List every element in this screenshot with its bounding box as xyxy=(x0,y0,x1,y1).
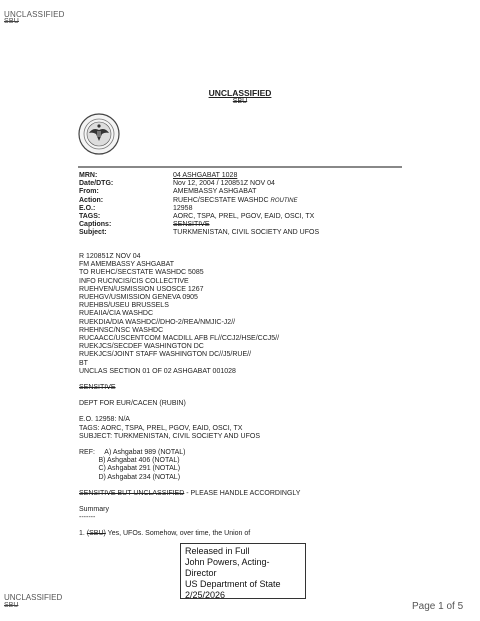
meta-value: 12958 xyxy=(173,204,193,212)
meta-row-action xyxy=(79,197,409,205)
release-line: Released in Full xyxy=(185,546,250,556)
release-line: US Department of State xyxy=(185,579,281,589)
tags-line: TAGS: AORC, TSPA, PREL, PGOV, EAID, OSCI, TX xyxy=(79,424,243,432)
meta-value: AMEMBASSY ASHGABAT xyxy=(173,188,257,196)
meta-value: TURKMENISTAN, CIVIL SOCIETY AND UFOS xyxy=(173,229,320,237)
routing-line: RUEKJCS/SECDEF WASHINGTON DC xyxy=(79,343,204,351)
references-block xyxy=(79,449,409,482)
routing-line: TO RUEHC/SECSTATE WASHDC 5085 xyxy=(79,269,204,277)
top-sbu-struck-text: SBU xyxy=(4,18,19,25)
routing-line: UNCLAS SECTION 01 OF 02 ASHGABAT 001028 xyxy=(79,367,236,375)
summary-underline: ------- xyxy=(79,514,96,522)
meta-key: Date/DTG: xyxy=(79,180,114,188)
meta-key: E.O.: xyxy=(79,204,96,212)
handling-text: - PLEASE HANDLE ACCORDINGLY xyxy=(184,489,301,497)
meta-row-eo xyxy=(79,205,409,213)
header-classification xyxy=(0,88,480,105)
eo-line: E.O. 12958: N/A xyxy=(79,416,130,424)
meta-precedence: ROUTINE xyxy=(270,197,298,204)
routing-block xyxy=(79,253,409,376)
release-line: John Powers, Acting-Director xyxy=(185,557,270,578)
dept-line: DEPT FOR EUR/CACEN (RUBIN) xyxy=(79,400,186,408)
top-classification-marking xyxy=(4,10,65,25)
routing-line: RUEKJCS/JOINT STAFF WASHINGTON DC//J5/RUE// xyxy=(79,351,252,359)
department-of-state-seal-icon xyxy=(78,113,120,155)
routing-line: RUEHBS/USEU BRUSSELS xyxy=(79,302,169,310)
meta-key: TAGS: xyxy=(79,212,101,220)
meta-key: From: xyxy=(79,188,99,196)
subject-line: SUBJECT: TURKMENISTAN, CIVIL SOCIETY AND UFOS xyxy=(79,432,260,440)
routing-line: RHEHNSC/NSC WASHDC xyxy=(79,326,164,334)
routing-line: RUCAACC/USCENTCOM MACDILL AFB FL//CCJ2/HSE/CCJ5// xyxy=(79,335,280,343)
meta-value: AORC, TSPA, PREL, PGOV, EAID, OSCI, TX xyxy=(173,212,315,220)
routing-line: RUEAIIA/CIA WASHDC xyxy=(79,310,154,318)
summary-heading: Summary xyxy=(79,506,109,514)
meta-row-from xyxy=(79,188,409,196)
eo-block xyxy=(79,416,409,441)
reference-line: D) Ashgabat 234 (NOTAL) xyxy=(79,473,181,481)
meta-value: Nov 12, 2004 / 120851Z NOV 04 xyxy=(173,180,275,188)
release-line: 2/25/2026 xyxy=(185,590,226,600)
routing-line: FM AMEMBASSY ASHGABAT xyxy=(79,261,175,269)
reference-line: C) Ashgabat 291 (NOTAL) xyxy=(79,465,181,473)
meta-value-wrapper xyxy=(173,197,409,205)
handling-struck-text: SENSITIVE BUT UNCLASSIFIED xyxy=(79,489,185,497)
meta-key: Captions: xyxy=(79,221,112,229)
paragraph-struck-marking: (SBU) xyxy=(86,530,106,538)
meta-value: RUEHC/SECSTATE WASHDC xyxy=(173,196,269,204)
top-classification-text: UNCLASSIFIED xyxy=(4,10,65,19)
meta-row-subject xyxy=(79,229,409,237)
meta-key: Subject: xyxy=(79,229,107,237)
meta-value: SENSITIVE xyxy=(173,221,210,229)
routing-line: RUEHVEN/USMISSION USOSCE 1267 xyxy=(79,285,204,293)
meta-key: MRN: xyxy=(79,172,98,179)
routing-line: BT xyxy=(79,359,88,367)
header-classification-text: UNCLASSIFIED xyxy=(208,88,272,98)
routing-line: RUEKDIA/DIA WASHDC//DHO-2/REA/NMJIC-J2// xyxy=(79,318,236,326)
release-stamp xyxy=(180,543,306,599)
meta-row-captions xyxy=(79,221,409,229)
message-metadata xyxy=(79,172,409,238)
meta-row-date xyxy=(79,180,409,188)
routing-line: R 120851Z NOV 04 xyxy=(79,253,141,260)
routing-line: INFO RUCNCIS/CIS COLLECTIVE xyxy=(79,277,189,285)
reference-line: REF: A) Ashgabat 989 (NOTAL) xyxy=(79,449,186,457)
message-body xyxy=(79,253,409,539)
paragraph-text: Yes, UFOs. Somehow, over time, the Union of xyxy=(105,530,251,538)
sensitive-label: SENSITIVE xyxy=(79,384,116,392)
page-number: Page 1 of 5 xyxy=(412,601,464,612)
routing-line: RUEHGV/USMISSION GENEVA 0905 xyxy=(79,294,198,302)
footer-classification-marking xyxy=(4,593,62,609)
header-sbu-struck-text: SBU xyxy=(232,98,248,105)
paragraph-number: 1. xyxy=(79,530,85,538)
meta-value: 04 ASHGABAT 1028 xyxy=(173,172,238,179)
footer-classification-text: UNCLASSIFIED xyxy=(4,593,63,602)
footer-sbu-struck-text: SBU xyxy=(4,602,19,609)
meta-row-tags xyxy=(79,213,409,221)
reference-line: B) Ashgabat 406 (NOTAL) xyxy=(79,457,180,465)
header-divider xyxy=(78,166,402,168)
meta-key: Action: xyxy=(79,196,104,204)
handling-line xyxy=(79,490,409,498)
paragraph-1 xyxy=(79,530,409,538)
meta-row-mrn xyxy=(79,172,409,180)
